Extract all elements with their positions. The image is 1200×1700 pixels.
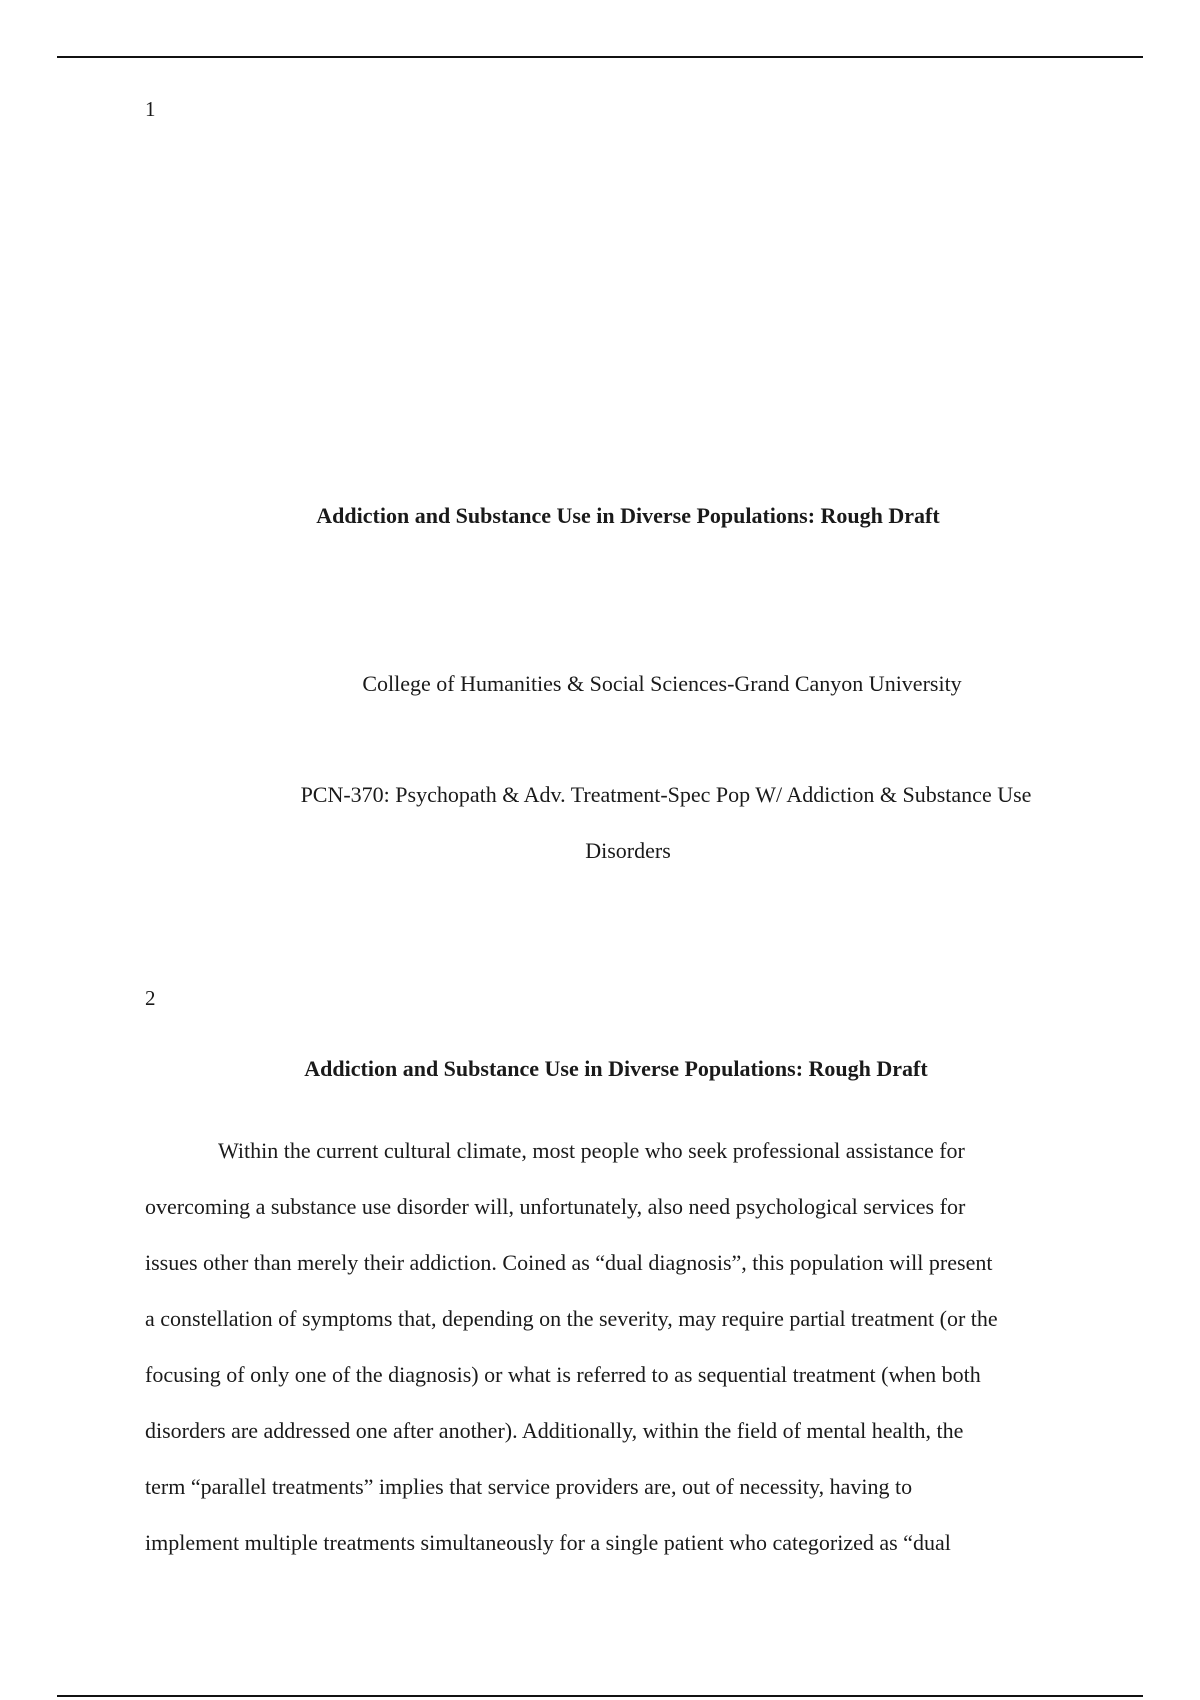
body-line: a constellation of symptoms that, depending on the severity, may require partial treatment (or the (145, 1306, 998, 1331)
body-line: overcoming a substance use disorder will, unfortunately, also need psychological services for (145, 1194, 966, 1219)
body-line: implement multiple treatments simultaneously for a single patient who categorized as “dual (145, 1530, 951, 1555)
bottom-rule (57, 1695, 1143, 1697)
course-line-1: PCN-370: Psychopath & Adv. Treatment-Spec Pop W/ Addiction & Substance Use (300, 782, 1032, 807)
body-line: focusing of only one of the diagnosis) or what is referred to as sequential treatment (when both (145, 1362, 981, 1387)
body-line: disorders are addressed one after another). Additionally, within the field of mental health, the (145, 1418, 964, 1443)
course-line-2: Disorders (585, 838, 671, 863)
body-line: issues other than merely their addiction. Coined as “dual diagnosis”, this population will present (145, 1250, 993, 1275)
institution-line: College of Humanities & Social Sciences-Grand Canyon University (362, 671, 962, 696)
top-rule (57, 56, 1143, 58)
body-line: term “parallel treatments” implies that service providers are, out of necessity, having to (145, 1474, 913, 1499)
page-number: 1 (145, 97, 156, 121)
body-line: Within the current cultural climate, most people who seek professional assistance for (218, 1138, 965, 1163)
page-heading: Addiction and Substance Use in Diverse Populations: Rough Draft (304, 1056, 928, 1081)
page-number: 2 (145, 986, 156, 1010)
title-page-heading: Addiction and Substance Use in Diverse Populations: Rough Draft (316, 503, 940, 528)
